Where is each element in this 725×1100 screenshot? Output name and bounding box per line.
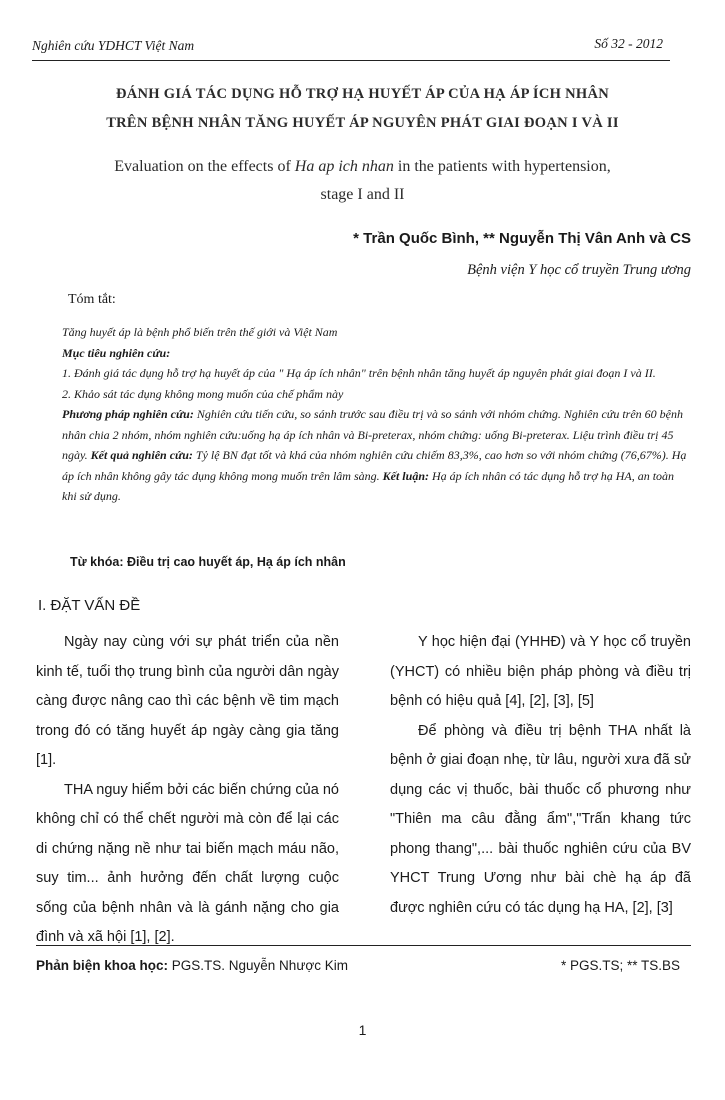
results-label: Kết quả nghiên cứu:	[90, 448, 193, 462]
reviewer-note	[36, 958, 348, 973]
body-left-column	[36, 628, 339, 953]
body-right-column	[390, 628, 691, 923]
header-rule	[32, 60, 670, 61]
title-line-1: ĐÁNH GIÁ TÁC DỤNG HỖ TRỢ HẠ HUYẾT ÁP CỦA HẠ ÁP ÍCH NHÂN	[115, 86, 610, 102]
english-title-post: in the patients with hypertension,	[393, 158, 611, 175]
keywords: Từ khóa: Điều trị cao huyết áp, Hạ áp ích nhân	[70, 555, 346, 569]
title-line-2: TRÊN BỆNH NHÂN TĂNG HUYẾT ÁP NGUYÊN PHÁT GIAI ĐOẠN I VÀ II	[106, 115, 619, 131]
methods-text: Nghiên cứu tiến cứu, so sánh trước sau điều trị và so sánh với nhóm chứng. Nghiên cứu trên 60 bệnh nhân chia 2 nhóm, nhóm nghiên cứu:uống hạ áp ích nhân và Bi-preterax, nhóm chứng: uống Bi-preterax. Liệu trình điều trị 45 ngày.	[62, 407, 684, 462]
left-paragraph-1: Ngày nay cùng với sự phát triển của nền kinh tế, tuổi thọ trung bình của người dân ngày càng được nâng cao thì các bệnh về tim mạch trong đó có tăng huyết áp ngày càng gia tăng [1].	[36, 634, 339, 768]
institution: Bệnh viện Y học cổ truyền Trung ương	[467, 262, 691, 278]
objectives-label: Mục tiêu nghiên cứu:	[62, 345, 171, 360]
reviewer-name: PGS.TS. Nguyễn Nhược Kim	[168, 958, 348, 973]
section-heading: I. ĐẶT VẤN ĐỀ	[38, 597, 141, 614]
objective-2: 2. Khảo sát tác dụng không mong muốn của chế phẩm này	[62, 386, 344, 401]
running-header-issue: Số 32 - 2012	[594, 36, 663, 51]
english-title-pre: Evaluation on the effects of	[114, 158, 295, 175]
right-paragraph-2: Để phòng và điều trị bệnh THA nhất là bệnh ở giai đoạn nhẹ, từ lâu, người xưa đã sử dụng các vị thuốc, bài thuốc cổ phương như "Thiên ma câu đằng ẩm","Trấn khang tức phong thang",... bài thuốc nghiên cứu của BV YHCT Trung Ương như bài chè hạ áp đã được nghiên cứu có tác dụng hạ HA, [2], [3]	[390, 722, 691, 916]
abstract-intro: Tăng huyết áp là bệnh phổ biến trên thế giới và Việt Nam	[62, 325, 338, 339]
authors: * Trần Quốc Bình, ** Nguyễn Thị Vân Anh và CS	[353, 230, 691, 247]
abstract-block	[62, 322, 691, 507]
abstract-heading: Tóm tắt:	[68, 292, 116, 307]
right-paragraph-1: Y học hiện đại (YHHĐ) và Y học cổ truyền (YHCT) có nhiều biện pháp phòng và điều trị bệnh có hiệu quả [4], [2], [3], [5]	[390, 634, 691, 709]
abstract-body	[62, 404, 691, 507]
conclusion-text: Hạ áp ích nhân có tác dụng hỗ trợ hạ HA, an toàn khi sử dụng.	[62, 468, 675, 503]
author-degree-notes: * PGS.TS; ** TS.BS	[560, 958, 680, 973]
english-title-line-2: stage I and II	[320, 186, 405, 203]
footer-rule	[36, 945, 691, 946]
left-paragraph-2: THA nguy hiểm bởi các biến chứng của nó không chỉ có thể chết người mà còn để lại các di chứng nặng nề như tai biến mạch máu não, suy tim... ảnh hưởng đến chất lượng cuộc sống của bệnh nhân và là gánh nặng cho gia đình và xã hội [1], [2].	[36, 781, 339, 945]
page-number: 1	[358, 1022, 367, 1038]
objective-1: 1. Đánh giá tác dụng hỗ trợ hạ huyết áp của " Hạ áp ích nhân" trên bệnh nhân tăng huyết áp nguyên phát giai đoạn I và II.	[62, 366, 656, 380]
english-title-italic: Ha ap ich nhan	[294, 158, 394, 175]
english-title-line-1	[40, 158, 685, 176]
conclusion-label: Kết luận:	[382, 468, 429, 483]
running-header-journal: Nghiên cứu YDHCT Việt Nam	[32, 38, 195, 53]
methods-label: Phương pháp nghiên cứu:	[62, 407, 194, 421]
reviewer-label: Phản biện khoa học:	[36, 958, 169, 973]
results-text: Tỷ lệ BN đạt tốt và khá của nhóm nghiên cứu chiếm 83,3%, cao hơn so với nhóm chứng (76,67%). Hạ áp ích nhân không gây tác dụng không mong muốn trên lâm sàng.	[62, 448, 687, 483]
